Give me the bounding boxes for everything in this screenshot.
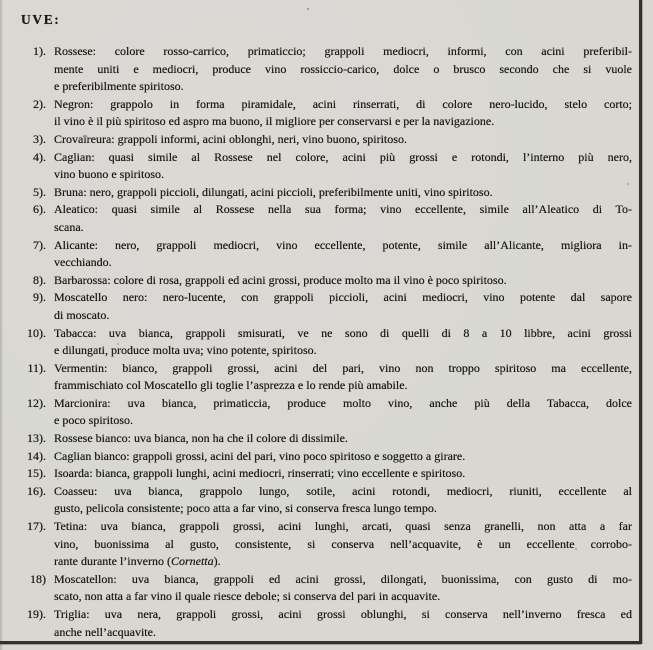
list-item xyxy=(14,518,634,571)
item-text xyxy=(54,96,632,131)
item-line: Tabacca: uva bianca, grappoli smisurati, ve ne sono di quelli di 8 a 10 libbre, acini grossi xyxy=(54,325,632,340)
italic-term: Cornetta xyxy=(170,554,214,569)
item-number: 11). xyxy=(27,360,46,375)
item-text xyxy=(54,606,632,641)
item-line: gusto, pelicola consistente; poco atta a far vino, si conserva fresca lungo tempo. xyxy=(54,501,437,516)
item-number: 16). xyxy=(27,483,46,498)
item-line: Marcionira: uva bianca, primaticcia, produce molto vino, anche più della Tabacca, dolce xyxy=(54,395,632,410)
item-text xyxy=(54,184,632,202)
item-line: scana. xyxy=(54,219,84,234)
item-line: anche nell’acquavite. xyxy=(54,624,156,639)
item-line: Triglia: uva nera, grappoli grossi, acini grossi oblunghi, si conserva nell’inverno fresca ed xyxy=(54,607,632,621)
item-line: vecchiando. xyxy=(54,255,112,270)
item-text xyxy=(54,360,632,395)
item-line: Bruna: nero, grappoli piccioli, dilungati, acini piccioli, preferibilmente uniti, vino spiritoso. xyxy=(54,184,493,199)
list-item xyxy=(14,606,634,641)
item-text xyxy=(54,43,632,96)
list-item xyxy=(14,272,634,290)
item-text xyxy=(54,272,632,290)
list-item xyxy=(14,201,634,236)
item-number: 17). xyxy=(27,519,46,534)
item-line: Moscatellon: uva bianca, grappoli ed acini grossi, dilongati, buonissima, con gusto di mo- xyxy=(54,571,632,586)
item-line: Aleatico: quasi simile al Rossese nella sua forma; vino eccellente, simile all’Aleatico di To- xyxy=(54,202,632,217)
item-line: frammischiato col Moscatello gli toglie l’asprezza e lo rende più amabile. xyxy=(54,378,408,393)
item-number: 6). xyxy=(33,202,46,217)
item-number: 1). xyxy=(33,44,46,58)
left-page-edge xyxy=(0,0,3,650)
list-item xyxy=(14,465,634,483)
item-number: 4). xyxy=(33,149,46,164)
item-number: 2). xyxy=(33,96,46,111)
item-line: di moscato. xyxy=(54,307,110,322)
list-item xyxy=(14,131,634,149)
list-item xyxy=(14,43,634,96)
item-number: 5). xyxy=(33,184,46,199)
item-text xyxy=(54,131,632,149)
list-item xyxy=(14,149,634,184)
scan-noise-speckles xyxy=(307,8,309,10)
item-text xyxy=(54,448,632,466)
item-text xyxy=(54,518,632,571)
item-line: Vermentin: bianco, grappoli grossi, acini del pari, vino non troppo spiritoso ma eccellente, xyxy=(54,360,632,375)
item-line: Coasseu: uva bianca, grappolo lungo, sotile, acini rotondi, mediocri, riuniti, eccellente al xyxy=(54,483,632,498)
item-line: il vino è il più spiritoso ed aspro ma buono, il migliore per conservarsi e per la navigazione. xyxy=(54,114,495,129)
item-line: Caglian bianco: grappoli grossi, acini del pari, vino poco spiritoso e soggetto a girare. xyxy=(54,448,466,463)
item-text xyxy=(54,483,632,518)
list-item xyxy=(14,96,634,131)
item-text xyxy=(54,571,632,606)
grape-variety-list xyxy=(14,43,634,641)
item-number: 12). xyxy=(27,395,46,410)
item-line: Negron: grappolo in forma piramidale, acini rinserrati, di colore nero-lucido, stelo corto; xyxy=(54,96,632,111)
item-number: 18) xyxy=(30,571,46,586)
item-line: Tetina: uva bianca, grappoli grossi, acini lunghi, arcati, quasi senza granelli, non atta a far xyxy=(54,519,632,534)
item-line: vino, buonissima al gusto, consistente, si conserva nell’acquavite, è un eccellente corrobo- xyxy=(54,536,632,551)
right-margin-rule xyxy=(639,0,642,644)
item-number: 7). xyxy=(33,237,46,252)
item-line: e poco spiritoso. xyxy=(54,413,133,428)
item-line: e preferibilmente spiritoso. xyxy=(54,79,184,94)
item-number: 14). xyxy=(27,448,46,463)
list-item xyxy=(14,289,634,324)
item-line: rante durante l’inverno (Cornetta). xyxy=(54,554,221,569)
item-line: Rossese: colore rosso-carrico, primaticcio; grappoli mediocri, informi, con acini preferibil- xyxy=(54,44,632,58)
item-line: Caglian: quasi simile al Rossese nel colore, acini più grossi e rotondi, l’interno più nero, xyxy=(54,149,632,164)
item-line: e dilungati, produce molta uva; vino potente, spiritoso. xyxy=(54,343,317,358)
item-number: 9). xyxy=(33,290,46,305)
list-item xyxy=(14,483,634,518)
item-number: 13). xyxy=(27,431,46,446)
item-number: 19). xyxy=(27,607,46,621)
item-line: Moscatello nero: nero-lucente, con grappoli piccioli, acini mediocri, vino potente dal sapore xyxy=(54,290,632,305)
item-number: 3). xyxy=(33,131,46,146)
item-line: Isoarda: bianca, grappoli lunghi, acini mediocri, rinserrati; vino eccellente e spiritoso. xyxy=(54,466,466,481)
list-item xyxy=(14,184,634,202)
item-text xyxy=(54,325,632,360)
item-number: 8). xyxy=(33,272,46,287)
item-text xyxy=(54,430,632,448)
item-line: Rossese bianco: uva bianca, non ha che il colore di dissimile. xyxy=(54,431,348,446)
list-item xyxy=(14,448,634,466)
list-item xyxy=(14,325,634,360)
item-line: Crovaïreura: grappoli informi, acini oblonghi, neri, vino buono, spiritoso. xyxy=(54,131,407,146)
item-text xyxy=(54,201,632,236)
item-text xyxy=(54,289,632,324)
item-line: Alicante: nero, grappoli mediocri, vino eccellente, potente, simile all’Alicante, migliora in- xyxy=(54,237,632,252)
item-number: 10). xyxy=(27,325,46,340)
page-title: UVE: xyxy=(21,12,61,27)
item-text xyxy=(54,465,632,483)
list-item xyxy=(14,237,634,272)
item-line: scato, non atta a far vino il quale riesce debole; si conserva del pari in acquavite. xyxy=(54,589,441,604)
item-line: Barbarossa: colore di rosa, grappoli ed acini grossi, produce molto ma il vino è poco spiritoso. xyxy=(54,272,507,287)
list-item xyxy=(14,430,634,448)
item-text xyxy=(54,395,632,430)
item-text xyxy=(54,237,632,272)
list-item xyxy=(14,360,634,395)
list-item xyxy=(14,395,634,430)
item-line: mente uniti e mediocri, produce vino rossiccio-carico, dolce o brusco secondo che si vuole xyxy=(54,61,632,76)
item-text xyxy=(54,149,632,184)
item-line: vino buono e spiritoso. xyxy=(54,167,164,182)
bottom-rule xyxy=(0,641,641,644)
item-number: 15). xyxy=(27,466,46,481)
list-item xyxy=(14,571,634,606)
